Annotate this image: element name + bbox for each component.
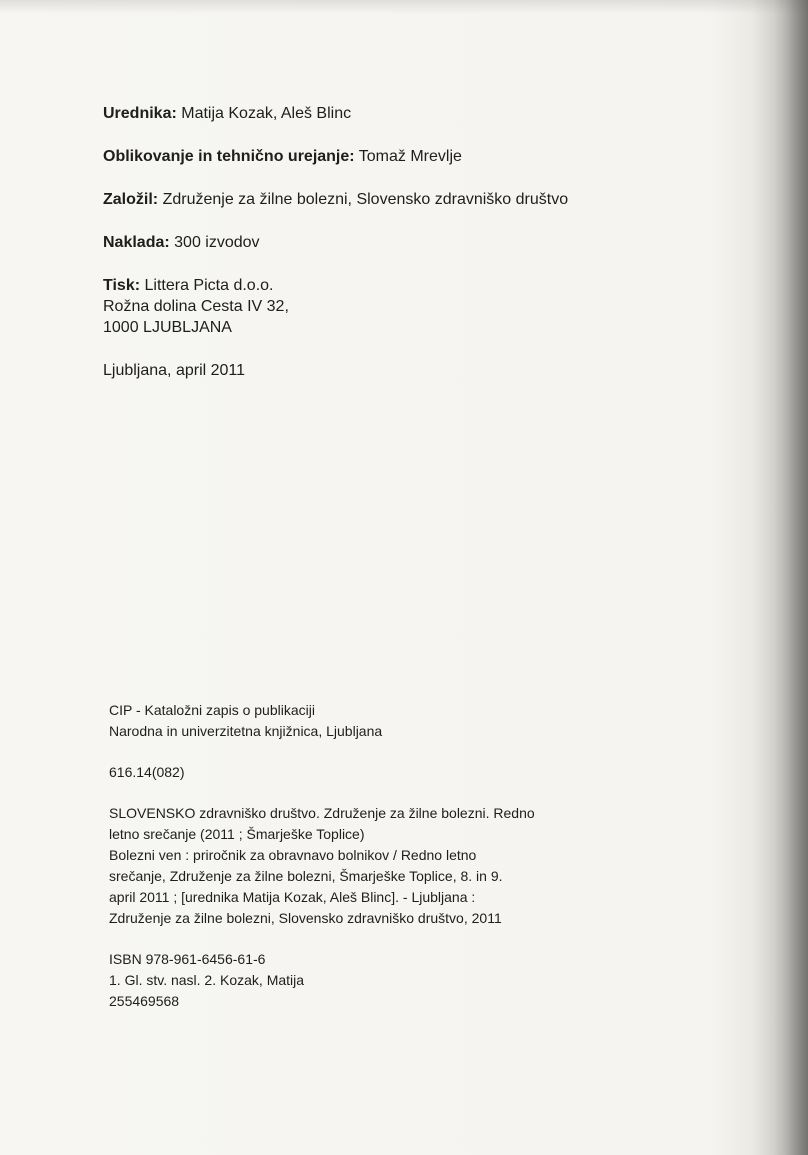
cip-entry-line: letno srečanje (2011 ; Šmarješke Toplice) [109, 826, 365, 842]
publisher-line [103, 189, 743, 210]
printer-block [103, 275, 743, 338]
cip-heading-line2: Narodna in univerzitetna knjižnica, Ljubljana [109, 723, 383, 739]
cip-entry-line: SLOVENSKO zdravniško društvo. Združenje za žilne bolezni. Redno [109, 805, 535, 821]
cip-entry-line: Bolezni ven : priročnik za obravnavo bolnikov / Redno letno [109, 847, 477, 863]
subject-headings: 1. Gl. stv. nasl. 2. Kozak, Matija [109, 972, 305, 988]
cip-identifiers [109, 949, 669, 1012]
cip-entry-line: srečanje, Združenje za žilne bolezni, Šmarješke Toplice, 8. in 9. [109, 868, 503, 884]
publisher-label: Založil: [103, 191, 159, 208]
cobiss-id: 255469568 [109, 993, 180, 1009]
scan-top-shadow [0, 0, 808, 14]
cip-udc: 616.14(082) [109, 764, 185, 780]
place-date: Ljubljana, april 2011 [103, 362, 246, 379]
isbn: ISBN 978-961-6456-61-6 [109, 951, 266, 967]
editors-label: Urednika: [103, 105, 177, 122]
cip-entry-line: april 2011 ; [urednika Matija Kozak, Aleš Blinc]. - Ljubljana : [109, 889, 476, 905]
print-run-label: Naklada: [103, 234, 170, 251]
design-value: Tomaž Mrevlje [358, 148, 462, 165]
editors-line [103, 103, 743, 124]
cip-entry [109, 803, 669, 929]
printer-address-line2: 1000 LJUBLJANA [103, 319, 232, 336]
printer-name-line [103, 275, 743, 296]
colophon [103, 103, 743, 403]
print-run-line [103, 232, 743, 253]
printer-name: Littera Picta d.o.o. [144, 277, 274, 294]
print-run-value: 300 izvodov [174, 234, 260, 251]
publisher-value: Združenje za žilne bolezni, Slovensko zdravniško društvo [162, 191, 569, 208]
cip-heading [109, 700, 669, 742]
scan-binding-shadow [774, 0, 808, 1155]
editors-value: Matija Kozak, Aleš Blinc [181, 105, 352, 122]
printer-label: Tisk: [103, 277, 141, 294]
printer-address-line1: Rožna dolina Cesta IV 32, [103, 298, 289, 315]
design-label: Oblikovanje in tehnično urejanje: [103, 148, 355, 165]
design-line [103, 146, 743, 167]
cip-record [109, 700, 669, 1032]
cip-heading-line1: CIP - Kataložni zapis o publikaciji [109, 702, 315, 718]
cip-entry-line: Združenje za žilne bolezni, Slovensko zdravniško društvo, 2011 [109, 910, 502, 926]
